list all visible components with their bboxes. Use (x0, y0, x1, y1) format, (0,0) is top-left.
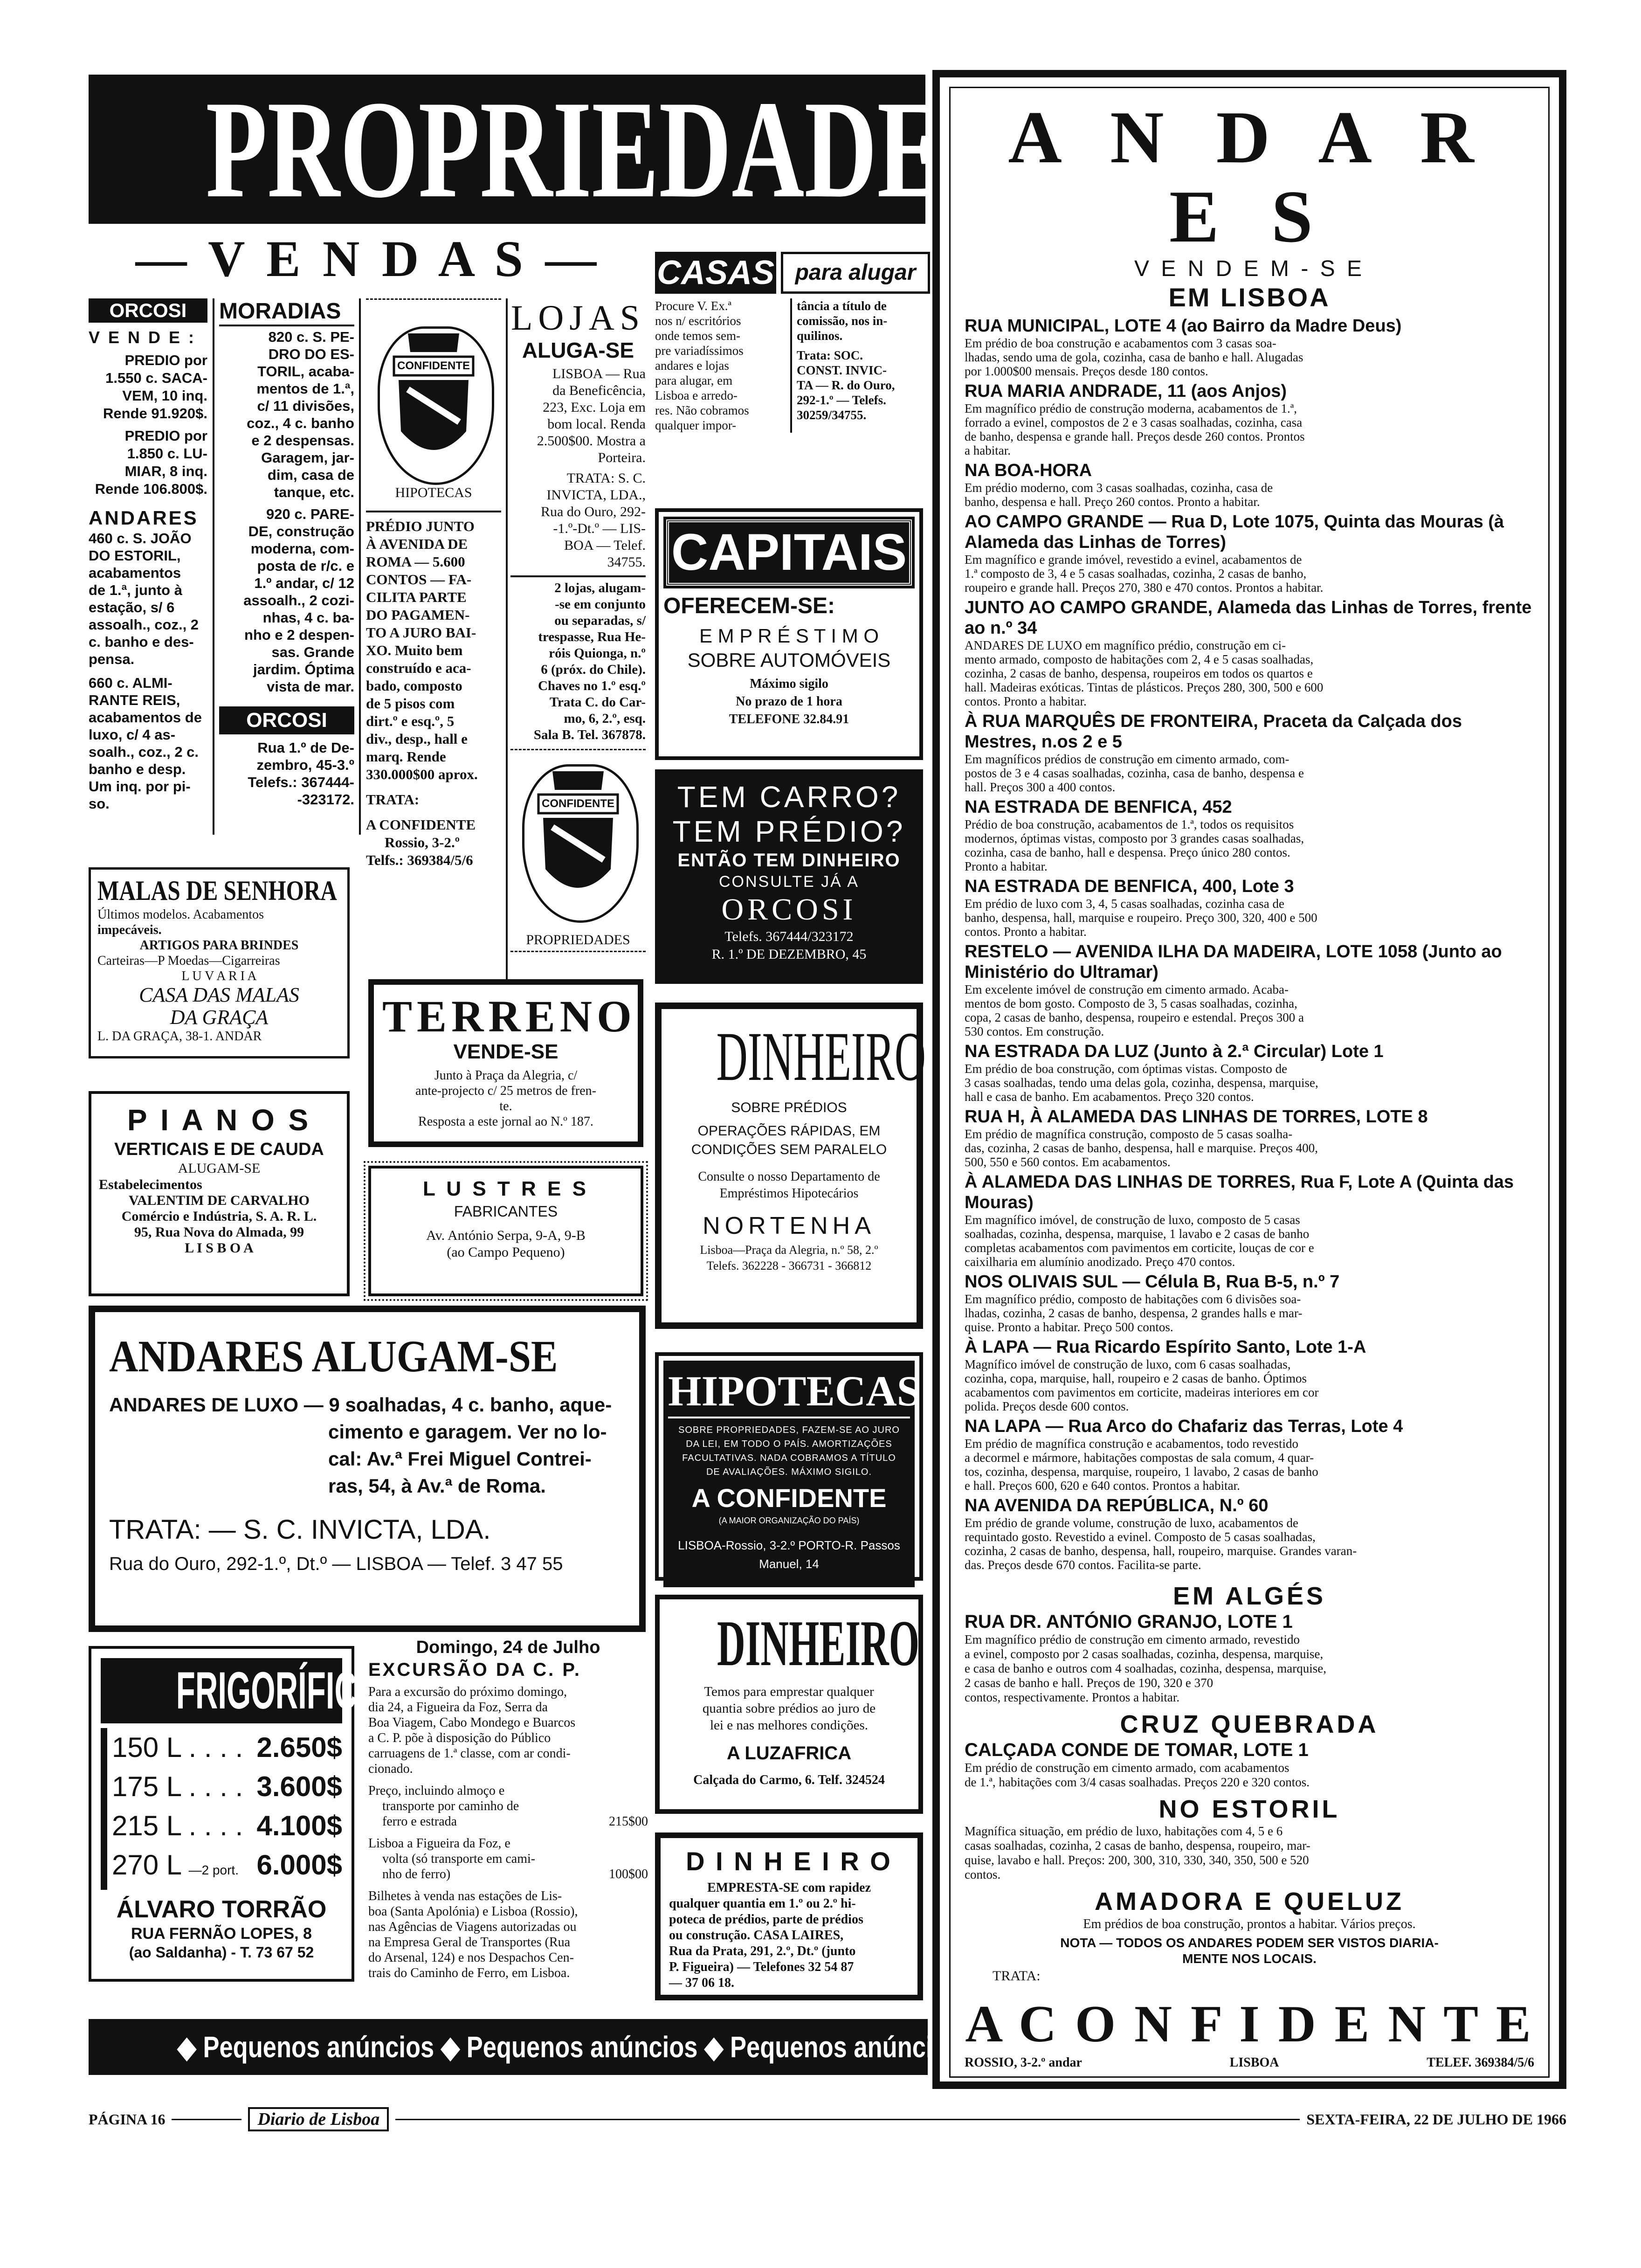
listing-line: a decormel e mármore, habitações compostas de sala comum, 4 quar- (965, 1451, 1314, 1465)
orcosi-ad-1: ORCOSI V E N D E : PREDIO por 1.550 c. SACA- VEM, 10 inq. Rende 91.920$. PREDIO por 1.850 c. LU- MIAR, 8 inq. Rende 106.800$. ANDARES 460 c. S. JOÃO DO ESTORIL, acabamentos de 1.ª, junto à estação, s/ 6 assoalh., coz., 2 c. banho e des- pensa. 660 c. ALMI- RANTE REIS, acabamentos de luxo, c/ 4 as- soalh., coz., 2 c. banho e desp. Um inq. por pi- so. (89, 299, 207, 812)
listing-text (965, 1213, 1534, 1269)
listing-line: Em prédio de construção em cimento armado, com acabamentos (965, 1761, 1289, 1775)
listing-line: banho, despensa e hall. Preço 260 contos. Pronto a habitar. (965, 495, 1260, 509)
listing-text (965, 1824, 1534, 1882)
andares-title: A N D A R E S (1008, 96, 1491, 258)
listing-text (965, 481, 1534, 509)
listing-text (965, 817, 1534, 873)
lustres-title: L U S T R E S (423, 1177, 589, 1200)
listing-line: ANDARES DE LUXO em magnífico prédio, construção em ci- (965, 638, 1286, 652)
dinheiro-luzafrica-ad: DINHEIRO Temos para emprestar qualquer quantia sobre prédios ao juro de lei e nas melhores condições. A LUZAFRICA Calçada do Carmo, 6. Telf. 324524 (655, 1595, 923, 1814)
listing-line: contos. (965, 1867, 1001, 1881)
listing-line: cozinha, casa de banho, hall e despensa. Preço único 280 contos. (965, 845, 1290, 859)
listing-item (965, 1106, 1534, 1169)
lojas-ad: LOJAS ALUGA-SE LISBOA — Rua da Beneficência, 223, Exc. Loja em bom local. Renda 2.500$00. Mostra a Porteira. TRATA: S. C. INVICTA, LDA., Rua do Ouro, 292- -1.º-Dt.º — LIS- BOA — Telef. 34755. 2 lojas, alugam- -se em conjunto ou separadas, s/ trespasse, Rua He- róis Quionga, n.º 6 (próx. do Chile). Chaves no 1.º esq.º Trata C. do Car- mo, 6, 2.º, esq. Sala B. Tel. 367878. CONFIDENTE PROPRIEDADES (510, 298, 646, 998)
listing-item (965, 797, 1534, 873)
listing-line: contos, respectivamente. Prontos a habitar. (965, 1690, 1180, 1704)
listing-heading: NOS OLIVAIS SUL — Célula B, Rua B-5, n.º 7 (965, 1272, 1340, 1292)
moradias-ad: MORADIAS 820 c. S. PE- DRO DO ES- TORIL, acaba- mentos de 1.ª, c/ 11 divisões, coz., 4 c. banho e 2 despensas. Garagem, jar- dim, casa de tanque, etc. 920 c. PARE- DE, construção moderna, com- posta de r/c. e 1.º andar, c/ 12 assoalh., 2 cozi- nhas, 4 c. ba- nho e 2 despen- sas. Grande jardim. Óptima vista de mar. ORCOSI Rua 1.º de De- zembro, 45-3.º Telefs.: 367444- -323172. (219, 299, 354, 808)
listing-item (965, 1041, 1534, 1104)
dinheiro-title: DINHEIRO (716, 1018, 926, 1095)
listing-line: das, cozinha, 2 casas de banho, despensa, hall e marquise. Preços 400, (965, 1141, 1318, 1155)
listing-heading: À RUA MARQUÊS DE FRONTEIRA, Praceta da Calçada dos Mestres, n.os 2 e 5 (965, 712, 1462, 752)
listing-text (965, 752, 1534, 794)
listing-line: de banho, despensa e grande hall. Preços desde 260 contos. Prontos (965, 429, 1305, 443)
listing-heading: NA ESTRADA DA LUZ (Junto à 2.ª Circular) Lote 1 (965, 1042, 1384, 1061)
listing-heading: NA AVENIDA DA REPÚBLICA, N.º 60 (965, 1496, 1269, 1515)
orcosi-badge: ORCOSI (89, 298, 207, 323)
listing-line: Em magníficos prédios de construção em cimento armado, com- (965, 752, 1289, 766)
listing-heading: RUA MUNICIPAL, LOTE 4 (ao Bairro da Madre Deus) (965, 316, 1402, 336)
listing-line: completas acabamentos com pavimentos em corticite, louças de cor e (965, 1241, 1314, 1255)
listing-item (965, 460, 1534, 509)
tem-carro-ad: TEM CARRO? TEM PRÉDIO? ENTÃO TEM DINHEIRO CONSULTE JÁ A ORCOSI Telefs. 367444/323172 R. 1.º DE DEZEMBRO, 45 (655, 769, 923, 984)
footer-date: SEXTA-FEIRA, 22 DE JULHO DE 1966 (1306, 2110, 1566, 2128)
price-row: 270 L —2 port. 6.000$ (101, 1846, 342, 1890)
listing-text (965, 982, 1534, 1038)
listing-heading: RUA MARIA ANDRADE, 11 (aos Anjos) (965, 381, 1287, 401)
capitais-title: CAPITAIS (666, 519, 912, 586)
listing-heading: NA BOA-HORA (965, 461, 1092, 480)
listing-line: soalhadas, cozinha, despensa, marquise, 1 lavabo e 2 casas de banho (965, 1227, 1310, 1241)
listing-text (965, 638, 1534, 708)
malas-ad: MALAS DE SENHORA Últimos modelos. Acabamentos impecáveis. ARTIGOS PARA BRINDES Carteiras—P Moedas—Cigarreiras L U V A R I A CASA DAS MALAS DA GRAÇA L. DA GRAÇA, 38-1. ANDAR (89, 867, 350, 1058)
listing-line: a habitar. (965, 443, 1011, 457)
listing-line: forrado a evinel, compostos de 2 e 3 casas soalhadas, cozinha, casa (965, 415, 1303, 429)
propriedades-title: PROPRIEDADES (206, 72, 1000, 227)
listing-line: 1.ª composto de 3, 4 e 5 casas soalhadas, cozinha, 2 casas de banho, (965, 567, 1307, 581)
listing-line: quise, lavabo e hall. Preços: 200, 300, 310, 330, 340, 350, 500 e 520 (965, 1853, 1309, 1867)
price-row: 215 L . . . . 4.100$ (101, 1806, 342, 1846)
listing-line: Em prédio de boa construção e acabamentos com 3 casas soa- (965, 336, 1276, 350)
listing-line: cozinha, 2 casas de banho, despensa, hall, roupeiro, marquise. Grandes varan- (965, 1544, 1357, 1558)
propriedades-label: PROPRIEDADES (526, 932, 630, 947)
propriedades-header (89, 72, 1000, 227)
hipotecas-col-ad: CONFIDENTE HIPOTECAS PRÉDIO JUNTO À AVENIDA DE ROMA — 5.600 CONTOS — FA- CILITA PARTE DO PAGAMEN- TO A JURO BAI- XO. Muito bem construído e aca- bado, composto de 5 pisos com dirt.º e esq.º, 5 div., desp., hall e marq. Rende 330.000$00 aprox. TRATA: A CONFIDENTE Rossio, 3-2.º Telfs.: 369384/5/6 (366, 298, 501, 998)
listing-line: casas soalhadas, cozinha, 2 casas de banho, despensa, roupeiro, mar- (965, 1839, 1310, 1853)
listing-line: lhadas, cozinha, 2 casas de banho, despensa, 2 grandes halls e mar- (965, 1306, 1303, 1320)
listing-text (965, 1062, 1534, 1104)
listing-line: banho, despensa, hall, marquise e roupeiro. Preço 300, 320, 400 e 500 (965, 911, 1317, 925)
confidente-title: A C O N F I D E N T E (965, 1995, 1534, 2053)
listing-text (965, 1357, 1534, 1413)
listing-line: roupeiro e grande hall. Preços 270, 380 e 470 contos. Prontos a habitar. (965, 581, 1324, 595)
listing-line: hall. Madeiras exóticas. Tintas de plásticos. Preços 280, 300, 500 e 600 (965, 680, 1324, 694)
casas-para-alugar-ad: CASAS para alugar Procure V. Ex.ª nos n/ escritórios onde temos sem- pre variadíssimos andares e lojas para alugar, em Lisboa e arredo- res. Não cobramos qualquer impor- tância a título de comissão, nos in- quilinos. Trata: SOC. CONST. INVIC- TA — R. do Ouro, 292-1.º — Telefs. 30259/34755. (655, 252, 930, 457)
price-row: 175 L . . . . 3.600$ (101, 1767, 342, 1806)
frigorificos-title: FRIGORÍFICOS (101, 1658, 342, 1723)
lojas-title: LOJAS (510, 298, 646, 338)
page-footer (89, 2105, 1566, 2133)
listing-line: Prédio de boa construção, acabamentos de 1.ª, todos os requisitos (965, 817, 1294, 831)
orcosi-badge-2: ORCOSI (219, 706, 354, 734)
listing-line: 500, 550 e 560 contos. Em acabamentos. (965, 1155, 1171, 1169)
hipotecas-label: HIPOTECAS (395, 485, 472, 500)
terreno-title: TERRENO (382, 991, 636, 1041)
price-row: 150 L . . . . 2.650$ (101, 1728, 342, 1767)
listing-heading: AO CAMPO GRANDE — Rua D, Lote 1075, Quinta das Mouras (à Alameda das Linhas de Torres) (965, 512, 1504, 552)
capitais-ad: CAPITAIS OFERECEM-SE: E M P R É S T I M O SOBRE AUTOMÓVEIS Máximo sigilo No prazo de 1 hora TELEFONE 32.84.91 (655, 508, 923, 760)
listing-line: Em magnífico prédio de construção moderna, acabamentos de 1.ª, (965, 401, 1297, 415)
vendas-heading: — V E N D A S — (135, 230, 601, 287)
dinheiro-title-3: D I N H E I R O (686, 1846, 892, 1876)
dinheiro-title-2: DINHEIRO (717, 1607, 920, 1680)
listing-line: polida. Preços desde 600 contos. (965, 1399, 1129, 1413)
listing-text (965, 553, 1534, 595)
listing-line: 530 contos. Em construção. (965, 1024, 1104, 1038)
listing-heading: À LAPA — Rua Ricardo Espírito Santo, Lote 1-A (965, 1337, 1366, 1357)
listing-text (965, 1292, 1534, 1334)
terreno-ad: TERRENO VENDE-SE Junto à Praça da Alegria, c/ ante-projecto c/ 25 metros de fren- te. Resposta a este jornal ao N.º 187. (368, 979, 643, 1147)
listing-line: Em prédio de boa construção, com óptimas vistas. Composto de (965, 1062, 1288, 1076)
listing-line: Magnífico imóvel de construção de luxo, com 6 casas soalhadas, (965, 1357, 1291, 1371)
listing-line: e hall. Preços 600, 620 e 640 contos. Prontos a habitar. (965, 1479, 1240, 1493)
listing-line: cozinha, copa, marquise, hall, roupeiro e 2 casas de banho. Óptimos (965, 1371, 1307, 1385)
listing-line: Em prédio de grande volume, construção de luxo, acabamentos de (965, 1516, 1299, 1530)
listing-line: Em magnífico e grande imóvel, revestido a evinel, acabamentos de (965, 553, 1302, 567)
listing-line: Magnífica situação, em prédio de luxo, habitações com 4, 5 e 6 (965, 1824, 1283, 1838)
listing-line: postos de 3 e 4 casas soalhadas, cozinha, casa de banho, despensa e (965, 766, 1304, 780)
confidente-emblem-icon: CONFIDENTE (378, 326, 494, 485)
listing-text (965, 897, 1534, 939)
listing-item (965, 1172, 1534, 1269)
page-number: PÁGINA 16 (89, 2110, 165, 2128)
shield-icon (380, 329, 487, 478)
listing-line: Em prédio de luxo com 3, 4, 5 casas soalhadas, cozinha casa de (965, 897, 1285, 911)
listing-text (965, 401, 1534, 457)
newspaper-name: Diario de Lisboa (248, 2107, 389, 2131)
listing-list (965, 316, 1534, 1572)
hipotecas-confidente-ad: HIPOTECAS SOBRE PROPRIEDADES, FAZEM-SE AO JURO DA LEI, EM TODO O PAÍS. AMORTIZAÇÕES FACULTATIVAS. NADA COBRAMOS A TÍTULO DE AVALIAÇÕES. MÁXIMO SIGILO. A CONFIDENTE (A MAIOR ORGANIZAÇÃO DO PAÍS) LISBOA-Rossio, 3-2.º PORTO-R. Passos Manuel, 14 (655, 1352, 923, 1581)
moradias-title: MORADIAS (219, 298, 354, 326)
listing-line: Em prédio moderno, com 3 casas soalhadas, cozinha, casa de (965, 481, 1273, 495)
listing-text (965, 336, 1534, 378)
listing-line: cozinha, 2 casas de banho, despensa, roupeiros em todos os quartos e (965, 666, 1313, 680)
listing-line: mentos de bom gosto. Composto de 3, 5 casas soalhadas, cozinha, (965, 996, 1297, 1010)
pianos-title: P I A N O S (127, 1103, 311, 1137)
listing-item (965, 876, 1534, 939)
column-divider (213, 298, 214, 835)
listing-line: 2 casas de banho e hall. Preços de 190, 320 e 370 (965, 1676, 1214, 1690)
listing-item (965, 597, 1534, 708)
lustres-ad: L U S T R E S FABRICANTES Av. António Serpa, 9-A, 9-B (ao Campo Pequeno) (368, 1166, 643, 1296)
listing-line: 3 casas soalhadas, tendo uma delas gola, cozinha, despensa, marquise, (965, 1076, 1318, 1090)
listing-text (965, 1127, 1534, 1169)
listing-text (965, 1437, 1534, 1493)
shield-icon (524, 767, 632, 916)
confidente-emblem-icon-2: CONFIDENTE (522, 764, 639, 923)
hipotecas-title: HIPOTECAS (668, 1365, 910, 1418)
listing-item (965, 711, 1534, 794)
listing-line: Em magnífico prédio de construção em cimento armado, revestido (965, 1632, 1300, 1646)
listing-line: contos. Pronto a habitar. (965, 925, 1087, 939)
listing-line: hall e casa de banho. Em acabamentos. Preço 320 contos. (965, 1090, 1254, 1104)
listing-heading: NA LAPA — Rua Arco do Chafariz das Terras, Lote 4 (965, 1417, 1403, 1436)
listing-line: de 1.ª, habitações com 3/4 casas soalhadas. Preços 220 e 320 contos. (965, 1775, 1310, 1789)
listing-text (965, 1761, 1534, 1790)
pianos-ad: P I A N O S VERTICAIS E DE CAUDA ALUGAM-SE Estabelecimentos VALENTIM DE CARVALHO Comércio e Indústria, S. A. R. L. 95, Rua Nova do Almada, 99 L I S B O A (89, 1091, 350, 1296)
listing-line: caixilharia em alumínio anodizado. Preço 470 contos. (965, 1255, 1235, 1269)
listing-item (965, 512, 1534, 595)
excursao-title: EXCURSÃO DA C. P. (368, 1660, 581, 1680)
casas-title: CASAS (655, 252, 776, 294)
listing-line: lhadas, sendo uma de gola, cozinha, casa de banho e hall. Alugadas (965, 350, 1303, 364)
malas-title: MALAS DE SENHORA (97, 875, 337, 906)
listing-line: acabamentos com pavimentos em corticite, madeiras interiores em cor (965, 1385, 1319, 1399)
listing-item (965, 1495, 1534, 1572)
listing-line: Pronto a habitar. (965, 859, 1048, 873)
listing-line: tos, cozinha, despensa, marquise, roupeiro, 1 lavabo, 2 casas de banho (965, 1465, 1318, 1479)
listing-heading: JUNTO AO CAMPO GRANDE, Alameda das Linhas de Torres, frente ao n.º 34 (965, 598, 1532, 638)
listing-item (965, 1337, 1534, 1413)
listing-line: a evinel, composto por 2 casas soalhadas, cozinha, despensa, marquise, (965, 1647, 1324, 1661)
listing-line: hall. Preços 300 a 400 contos. (965, 780, 1116, 794)
listing-line: Em prédio de magnífica construção, composto de 5 casas soalha- (965, 1127, 1293, 1141)
listing-line: copa, 2 casas de banho, despensa, roupeiro e estendal. Preços 300 a (965, 1010, 1304, 1024)
listing-heading: NA ESTRADA DE BENFICA, 452 (965, 797, 1232, 817)
listing-line: Em prédio de magnífica construção e acabamentos, todo revestido (965, 1437, 1298, 1451)
listing-item (965, 316, 1534, 378)
listing-text (965, 1516, 1534, 1572)
listing-heading: À ALAMEDA DAS LINHAS DE TORRES, Rua F, Lote A (Quinta das Mouras) (965, 1172, 1514, 1212)
excursao-ad: Domingo, 24 de Julho EXCURSÃO DA C. P. Para a excursão do próximo domingo, dia 24, a Figueira da Foz, Serra da Boa Viagem, Cabo Mondego e Buarcos a C. P. põe à disposição do Público carruagens de 1.ª classe, com ar condi- cionado. Preço, incluindo almoço e transporte por caminho de ferro e estrada 215$00 Lisboa a Figueira da Foz, e volta (só transporte em cami- nho de ferro) 100$00 Bilhetes à venda nas estações de Lis- boa (Santa Apolónia) e Lisboa (Rossio), nas Agências de Viagens autorizadas ou na Empresa Geral de Transportes (Rua do Arsenal, 124) e nos Despachos Cen- trais do Caminho de Ferro, em Lisboa. (368, 1638, 648, 1980)
listing-line: Em magnífico prédio, composto de habitações com 6 divisões soa- (965, 1292, 1301, 1306)
listing-line: Em excelente imóvel de construção em cimento armado. Acaba- (965, 982, 1289, 996)
listing-line: quise. Pronto a habitar. Preço 500 contos. (965, 1320, 1173, 1334)
listing-line: requintado gosto. Revestido a evinel. Composto de 5 casas soalhadas, (965, 1530, 1316, 1544)
listing-heading: RESTELO — AVENIDA ILHA DA MADEIRA, LOTE 1058 (Junto ao Ministério do Ultramar) (965, 942, 1502, 982)
pequenos-anuncios-banner: ◆ Pequenos anúncios ◆ Pequenos anúncios ◆ Pequenos anúncios ◆ (89, 2019, 928, 2075)
listing-item (965, 941, 1534, 1038)
andares-alugam-ad: ANDARES ALUGAM-SE ANDARES DE LUXO — 9 soalhadas, 4 c. banho, aque- cimento e garagem. Ver no lo- cal: Av.ª Frei Miguel Contrei- ras, 54, à Av.ª de Roma. TRATA: — S. C. INVICTA, LDA. Rua do Ouro, 292-1.º, Dt.º — LISBOA — Telef. 3 47 55 (89, 1306, 646, 1632)
andares-alugam-title: ANDARES ALUGAM-SE (109, 1331, 558, 1381)
listing-line: contos. Pronto a habitar. (965, 694, 1087, 708)
andares-vendem-ad: A N D A R E S V E N D E M - S E EM LISBOA RUA MUNICIPAL, LOTE 4 (ao Bairro da Madre Deus) Em prédio de boa construção e acabamentos com 3 casas soa- lhadas, sendo uma de gola, cozinha, casa de banho e hall. Alugadas por 1.000$00 mensais. Preços desde 180 contos. RUA MARIA ANDRADE, 11 (aos Anjos) Em magnífico prédio de construção moderna, acabamentos de 1.ª, forrado a evinel, compostos de 2 e 3 casas soalhadas, cozinha, casa de banho, despensa e grande hall. Preços desde 260 contos. Prontos a habitar. NA BOA-HORA Em prédio moderno, com 3 casas soalhadas, cozinha, casa de banho, despensa e hall. Preço 260 contos. Pronto a habitar. AO CAMPO GRANDE — Rua D, Lote 1075, Quinta das Mouras (à Alameda das Linhas de Torres) Em magnífico e grande imóvel, revestido a evinel, acabamentos de 1.ª composto de 3, 4 e 5 casas soalhadas, cozinha, 2 casas de banho, roupeiro e grande hall. Preços 270, 380 e 470 contos. Prontos a habitar. JUNTO AO CAMPO GRANDE, Alameda das Linhas de Torres, frente ao n.º 34 ANDARES DE LUXO em magnífico prédio, construção em ci- mento armado, composto de habitações com 2, 4 e 5 casas soalhadas, cozinha, 2 casas de banho, despensa, roupeiros em todos os quartos e hall. Madeiras exóticas. Tintas de plásticos. Preços 280, 300, 500 e 600 contos. Pronto a habitar. À RUA MARQUÊS DE FRONTEIRA, Praceta da Calçada dos Mestres, n.os 2 e 5 Em magníficos prédios de construção em cimento armado, com- postos de 3 e 4 casas soalhadas, cozinha, casa de banho, despensa e hall. Preços 300 a 400 contos. NA ESTRADA DE BENFICA, 452 Prédio de boa construção, acabamentos de 1.ª, todos os requisitos modernos, óptimas vistas, composto por 3 grandes casas soalhadas, cozinha, casa de banho, hall e despensa. Preço único 280 contos. Pronto a habitar. NA ESTRADA DE BENFICA, 400, Lote 3 Em prédio de luxo com 3, 4, 5 casas soalhadas, cozinha casa de banho, despensa, hall, marquise e roupeiro. Preço 300, 320, 400 e 500 contos. Pronto a habitar. RESTELO — AVENIDA ILHA DA MADEIRA, LOTE 1058 (Junto ao Ministério do Ultramar) Em excelente imóvel de construção em cimento armado. Acaba- mentos de bom gosto. Composto de 3, 5 casas soalhadas, cozinha, copa, 2 casas de banho, despensa, roupeiro e estendal. Preços 300 a 530 contos. Em construção. NA ESTRADA DA LUZ (Junto à 2.ª Circular) Lote 1 Em prédio de boa construção, com óptimas vistas. Composto de 3 casas soalhadas, tendo uma delas gola, cozinha, despensa, marquise, hall e casa de banho. Em acabamentos. Preço 320 contos. RUA H, À ALAMEDA DAS LINHAS DE TORRES, LOTE 8 Em prédio de magnífica construção, composto de 5 casas soalha- das, cozinha, 2 casas de banho, despensa, hall e marquise. Preços 400, 500, 550 e 560 contos. Em acabamentos. À ALAMEDA DAS LINHAS DE TORRES, Rua F, Lote A (Quinta das Mouras) Em magnífico imóvel, de construção de luxo, composto de 5 casas soalhadas, cozinha, despensa, marquise, 1 lavabo e 2 casas de banho completas acabamentos com pavimentos em corticite, louças de cor e caixilharia em alumínio anodizado. Preço 470 contos. NOS OLIVAIS SUL — Célula B, Rua B-5, n.º 7 Em magnífico prédio, composto de habitações com 6 divisões soa- lhadas, cozinha, 2 casas de banho, despensa, 2 grandes halls e mar- quise. Pronto a habitar. Preço 500 contos. À LAPA — Rua Ricardo Espírito Santo, Lote 1-A Magnífico imóvel de construção de luxo, com 6 casas soalhadas, cozinha, copa, marquise, hall, roupeiro e 2 casas de banho. Óptimos acabamentos com pavimentos em corticite, madeiras interiores em cor polida. Preços desde 600 contos. NA LAPA — Rua Arco do Chafariz das Terras, Lote 4 Em prédio de magnífica construção e acabamentos, todo revestido a decormel e mármore, habitações compostas de sala comum, 4 quar- tos, cozinha, despensa, marquise, roupeiro, 1 lavabo, 2 casas de banho e hall. Preços 600, 620 e 640 contos. Prontos a habitar. NA AVENIDA DA REPÚBLICA, N.º 60 Em prédio de grande volume, construção de luxo, acabamentos de requintado gosto. Revestido a evinel. Composto de 5 casas soalhadas, cozinha, 2 casas de banho, despensa, hall, roupeiro, marquise. Grandes varan- das. Preços desde 670 contos. Facilita-se parte. EM ALGÉS RUA DR. ANTÓNIO GRANJO, LOTE 1 Em magnífico prédio de construção em cimento armado, revestido a evinel, composto por 2 casas soalhadas, cozinha, despensa, marquise, e casa de banho e outros com 4 soalhadas, cozinha, despensa, marquise, 2 casas de banho e hall. Preços de 190, 320 e 370 contos, respectivamente. Prontos a habitar. CRUZ QUEBRADA CALÇADA CONDE DE TOMAR, LOTE 1 Em prédio de construção em cimento armado, com acabamentos de 1.ª, habitações com 3/4 casas soalhadas. Preços 220 e 320 contos. NO ESTORIL Magnífica situação, em prédio de luxo, habitações com 4, 5 e 6 casas soalhadas, cozinha, 2 casas de banho, despensa, roupeiro, mar- quise, lavabo e hall. Preços: 200, 300, 310, 330, 340, 350, 500 e 520 contos. AMADORA E QUELUZ Em prédios de boa construção, prontos a habitar. Vários preços. NOTA — TODOS OS ANDARES PODEM SER VISTOS DIARIA- MENTE NOS LOCAIS. TRATA: A C O N F I D E N T E ROSSIO, 3-2.º andar LISBOA TELEF. 369384/5/6 (932, 70, 1566, 2089)
listing-item (965, 1416, 1534, 1493)
column-divider (506, 298, 508, 984)
listing-item (965, 381, 1534, 457)
column-divider (359, 298, 361, 835)
dinheiro-nortenha-ad: DINHEIRO SOBRE PRÉDIOS OPERAÇÕES RÁPIDAS, EM CONDIÇÕES SEM PARALELO Consulte o nosso Departamento de Empréstimos Hipotecários NORTENHA Lisboa—Praça da Alegria, n.º 58, 2.º Telefs. 362228 - 366731 - 366812 (655, 1003, 923, 1329)
listing-line: Em magnífico imóvel, de construção de luxo, composto de 5 casas (965, 1213, 1300, 1227)
dinheiro-laires-ad: D I N H E I R O EMPRESTA-SE com rapidez qualquer quantia em 1.º ou 2.º hi- poteca de prédios, parte de prédios ou construção. CASA LAIRES, Rua da Prata, 291, 2.º, Dt.º (junto P. Figueira) — Telefones 32 54 87 — 37 06 18. (655, 1832, 923, 2000)
frigorificos-ad: FRIGORÍFICOS 150 L . . . . 2.650$ 175 L . . . . 3.600$ 215 L . . . . 4.100$ 270 L —2 port. 6.000$ ÁLVARO TORRÃO RUA FERNÃO LOPES, 8 (ao Saldanha) - T. 73 67 52 (89, 1646, 354, 1982)
listing-line: por 1.000$00 mensais. Preços desde 180 contos. (965, 364, 1208, 378)
listing-heading: NA ESTRADA DE BENFICA, 400, Lote 3 (965, 877, 1294, 896)
listing-line: modernos, óptimas vistas, composto por 3 grandes casas soalhadas, (965, 831, 1304, 845)
listing-line: mento armado, composto de habitações com 2, 4 e 5 casas soalhadas, (965, 652, 1314, 666)
listing-heading: RUA H, À ALAMEDA DAS LINHAS DE TORRES, LOTE 8 (965, 1107, 1428, 1127)
listing-line: das. Preços desde 670 contos. Facilita-se parte. (965, 1558, 1201, 1572)
listing-line: e casa de banho e outros com 4 soalhadas, cozinha, despensa, marquise, (965, 1661, 1326, 1675)
listing-item (965, 1272, 1534, 1334)
listing-text (965, 1632, 1534, 1705)
